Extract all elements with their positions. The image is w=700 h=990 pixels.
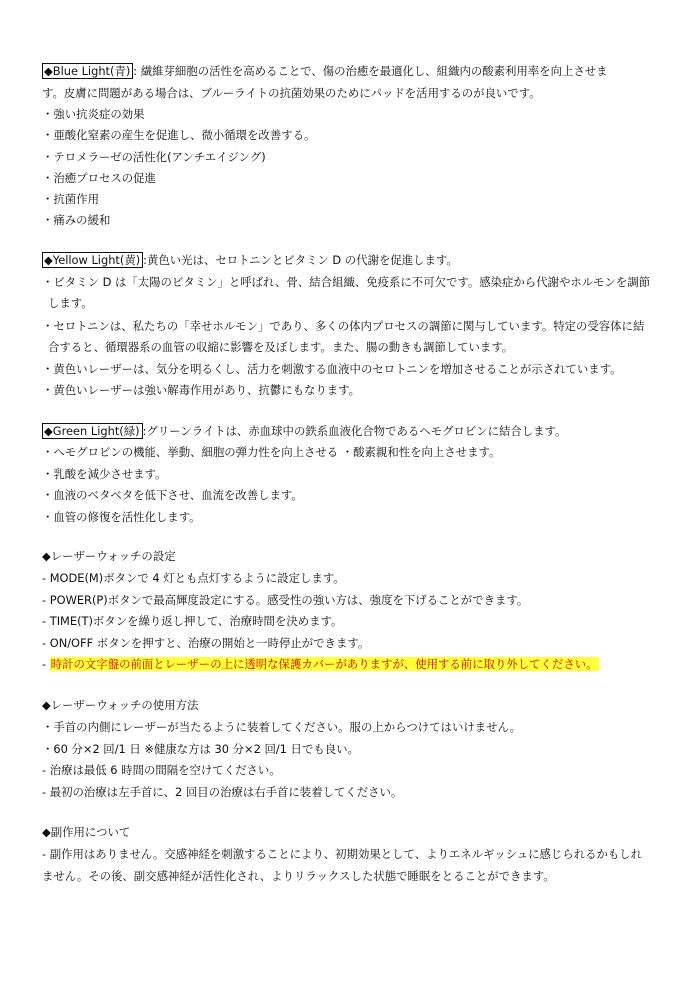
settings-item: - MODE(M)ボタンで 4 灯とも点灯するように設定します。 [42,571,345,585]
usage-item: - 最初の治療は左手首に、2 回目の治療は右手首に装着してください。 [42,785,403,799]
blue-light-bullet: ・抗菌作用 [42,192,99,206]
yellow-light-intro-text: :黄色い光は、セロトニンとビタミン D の代謝を促進します。 [143,253,458,267]
settings-item: - TIME(T)ボタンを繰り返し押して、治療時間を決めます。 [42,614,343,628]
yellow-light-bullet-4: ・黄色いレーザーは強い解毒作用があり、抗鬱にもなります。 [42,383,361,397]
settings-item: - POWER(P)ボタンで最高輝度設定にする。感受性の強い方は、強度を下げることができます。 [42,593,529,607]
green-light-bullet: ・ヘモグロビンの機能、挙動、細胞の弾力性を向上させる ・酸素親和性を向上させます。 [42,445,501,459]
usage-item: ・60 分×2 回/1 日 ※健康な方は 30 分×2 回/1 日でも良い。 [42,742,359,756]
yellow-light-bullet-2-line2: 合すると、循環器系の血管の収縮に影響を及ぼします。また、腸の動きも調節しています。 [48,340,514,354]
yellow-light-bullet-1-line2: します。 [48,296,93,310]
side-effects-line2: ません。その後、副交感神経が活性化され、よりリラックスした状態で睡眠をとることができます。 [42,869,555,883]
green-light-bullet: ・血管の修復を活性化します。 [42,510,201,524]
blue-light-bullet: ・痛みの緩和 [42,213,111,227]
blue-light-bullet: ・亜酸化窒素の産生を促進し、微小循環を改善する。 [42,128,316,142]
green-light-bullet: ・乳酸を減少させます。 [42,467,167,481]
yellow-light-bullet-1-line1: ・ビタミン D は「太陽のビタミン」と呼ばれ、骨、結合組織、免疫系に不可欠です。感染症から代謝やホルモンを調節 [42,275,651,289]
yellow-light-bullet-3: ・黄色いレーザーは、気分を明るくし、活力を刺激する血液中のセロトニンを増加させることが示されています。 [42,362,622,376]
blue-light-bullet: ・治癒プロセスの促進 [42,171,156,185]
blue-light-intro-text1: : 繊維芽細胞の活性を高めることで、傷の治癒を最適化し、組織内の酸素利用率を向上させま [133,64,608,78]
yellow-light-bullet-2-line1: ・セロトニンは、私たちの「幸せホルモン」であり、多くの体内プロセスの調節に関与しています。特定の受容体に結 [42,319,645,333]
green-light-bullet: ・血液のベタベタを低下させ、血流を改善します。 [42,488,303,502]
settings-note-line [42,657,599,671]
green-light-intro-line [42,424,566,438]
blue-light-bullet: ・テロメラーゼの活性化(アンチエイジング) [42,150,266,164]
settings-item: - ON/OFF ボタンを押すと、治療の開始と一時停止ができます。 [42,636,370,650]
blue-light-intro-line1 [42,64,608,78]
usage-item: - 治療は最低 6 時間の間隔を空けてください。 [42,763,281,777]
green-light-heading: ◆Green Light(緑) [42,423,143,439]
usage-heading: ◆レーザーウォッチの使用方法 [42,698,199,712]
blue-light-heading: ◆Blue Light(青) [42,63,133,79]
green-light-intro-text: :グリーンライトは、赤血球中の鉄系血液化合物であるヘモグロビンに結合します。 [142,424,567,438]
settings-note-dash: - [42,657,50,671]
blue-light-bullet: ・強い抗炎症の効果 [42,107,145,121]
side-effects-heading: ◆副作用について [42,825,131,839]
side-effects-line1: - 副作用はありません。交感神経を刺激することにより、初期効果として、よりエネルギッシュに感じられるかもしれ [42,847,643,861]
settings-heading: ◆レーザーウォッチの設定 [42,549,176,563]
settings-highlighted-note: 時計の文字盤の前面とレーザーの上に透明な保護カバーがありますが、使用する前に取り外してください。 [50,657,598,671]
blue-light-intro-line2: す。皮膚に問題がある場合は、ブルーライトの抗菌効果のためにパッドを活用するのが良いです。 [42,86,541,100]
yellow-light-intro-line [42,253,458,267]
usage-item: ・手首の内側にレーザーが当たるように装着してください。服の上からつけてはいけません。 [42,720,521,734]
yellow-light-heading: ◆Yellow Light(黄) [42,252,143,268]
